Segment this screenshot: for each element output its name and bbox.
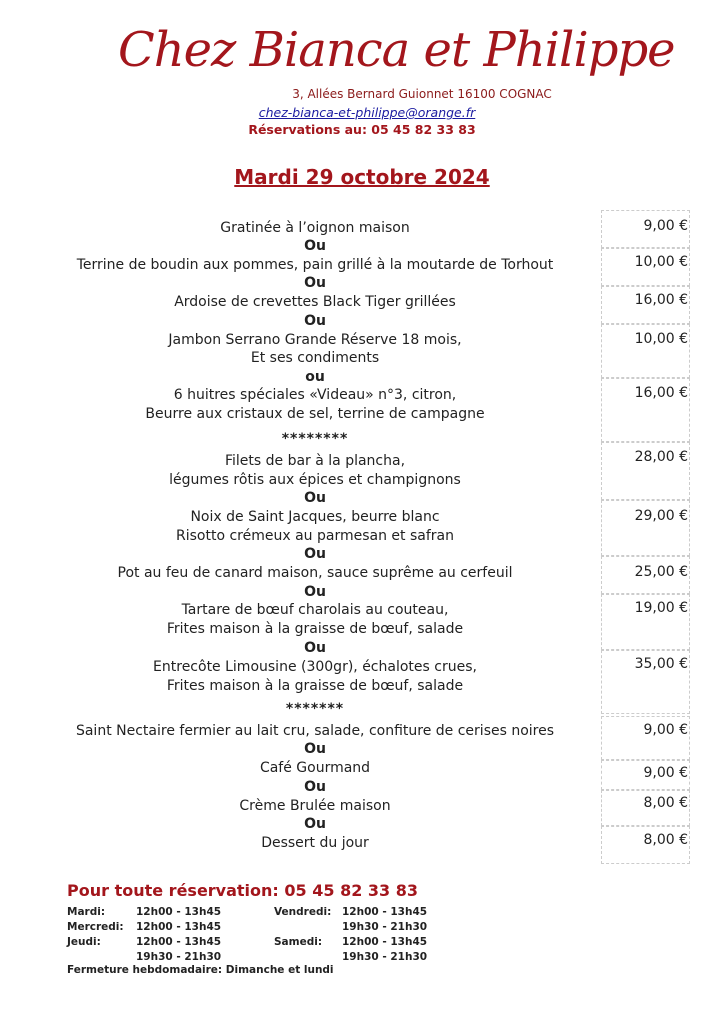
menu-item: Et ses condiments	[250, 350, 380, 366]
menu-item: Frites maison à la graisse de bœuf, salade	[166, 621, 464, 637]
separator-ou: Ou	[304, 779, 326, 795]
separator-ou: Ou	[304, 640, 326, 656]
price: 9,00 €	[643, 765, 688, 781]
menu-item: Filets de bar à la plancha,	[224, 453, 406, 469]
address: 3, Allées Bernard Guionnet 16100 COGNAC	[292, 87, 552, 101]
hours-time: 12h00 - 13h45	[136, 921, 222, 933]
hours-day: Mercredi:	[67, 921, 124, 933]
separator-ou: Ou	[304, 546, 326, 562]
separator-ou: Ou	[304, 313, 326, 329]
menu-item: Risotto crémeux au parmesan et safran	[176, 528, 454, 544]
menu-item: Ardoise de crevettes Black Tiger grillées	[174, 294, 456, 310]
separator-ou: Ou	[304, 584, 326, 600]
hours-time: 12h00 - 13h45	[342, 936, 428, 948]
separator-ou: Ou	[304, 238, 326, 254]
hours-time: 19h30 - 21h30	[342, 951, 428, 963]
menu-item: légumes rôtis aux épices et champignons	[169, 472, 461, 488]
menu-item: Saint Nectaire fermier au lait cru, salade, confiture de cerises noires	[75, 723, 555, 739]
separator-ou: Ou	[304, 275, 326, 291]
hours-time: 12h00 - 13h45	[136, 906, 222, 918]
hours-day: Mardi:	[67, 906, 106, 918]
separator-ou: Ou	[304, 741, 326, 757]
reservation-phone: Réservations au: 05 45 82 33 83	[248, 122, 476, 137]
menu-item: 6 huitres spéciales «Videau» n°3, citron,	[173, 387, 457, 403]
hours-time: 12h00 - 13h45	[136, 936, 222, 948]
menu-item: Crème Brulée maison	[239, 798, 391, 814]
hours-day: Samedi:	[274, 936, 323, 948]
price: 10,00 €	[634, 331, 688, 347]
course-separator: ********	[281, 431, 349, 447]
email-link[interactable]: chez-bianca-et-philippe@orange.fr	[258, 105, 476, 120]
price: 8,00 €	[643, 832, 688, 848]
price: 35,00 €	[634, 656, 688, 672]
menu-date: Mardi 29 octobre 2024	[234, 165, 490, 189]
menu-item: Dessert du jour	[261, 835, 369, 851]
price: 29,00 €	[634, 508, 688, 524]
menu-item: Tartare de bœuf charolais au couteau,	[181, 602, 449, 618]
price: 9,00 €	[643, 218, 688, 234]
price: 16,00 €	[634, 292, 688, 308]
menu-item: Terrine de boudin aux pommes, pain grillé à la moutarde de Torhout	[76, 257, 554, 273]
price: 19,00 €	[634, 600, 688, 616]
hours-day: Vendredi:	[274, 906, 332, 918]
restaurant-logo: Chez Bianca et Philippe	[118, 22, 675, 78]
price: 25,00 €	[634, 564, 688, 580]
hours-time: 12h00 - 13h45	[342, 906, 428, 918]
price: 10,00 €	[634, 254, 688, 270]
menu-item: Beurre aux cristaux de sel, terrine de campagne	[145, 406, 485, 422]
course-separator: *******	[285, 701, 345, 717]
menu-item: Entrecôte Limousine (300gr), échalotes crues,	[153, 659, 477, 675]
hours-day: Jeudi:	[67, 936, 101, 948]
price: 28,00 €	[634, 449, 688, 465]
weekly-closing: Fermeture hebdomadaire: Dimanche et lundi	[67, 964, 334, 976]
price: 8,00 €	[643, 795, 688, 811]
hours-time: 19h30 - 21h30	[342, 921, 428, 933]
separator-ou: Ou	[304, 490, 326, 506]
price: 16,00 €	[634, 385, 688, 401]
menu-item: Café Gourmand	[259, 760, 371, 776]
menu-item: Frites maison à la graisse de bœuf, salade	[166, 678, 464, 694]
footer-reservation: Pour toute réservation: 05 45 82 33 83	[67, 881, 418, 900]
price: 9,00 €	[643, 722, 688, 738]
separator-ou: ou	[305, 369, 325, 385]
menu-item: Pot au feu de canard maison, sauce suprême au cerfeuil	[117, 565, 513, 581]
menu-item: Noix de Saint Jacques, beurre blanc	[190, 509, 440, 525]
menu-item: Jambon Serrano Grande Réserve 18 mois,	[168, 332, 462, 348]
menu-item: Gratinée à l’oignon maison	[220, 220, 410, 236]
hours-time: 19h30 - 21h30	[136, 951, 222, 963]
separator-ou: Ou	[304, 816, 326, 832]
